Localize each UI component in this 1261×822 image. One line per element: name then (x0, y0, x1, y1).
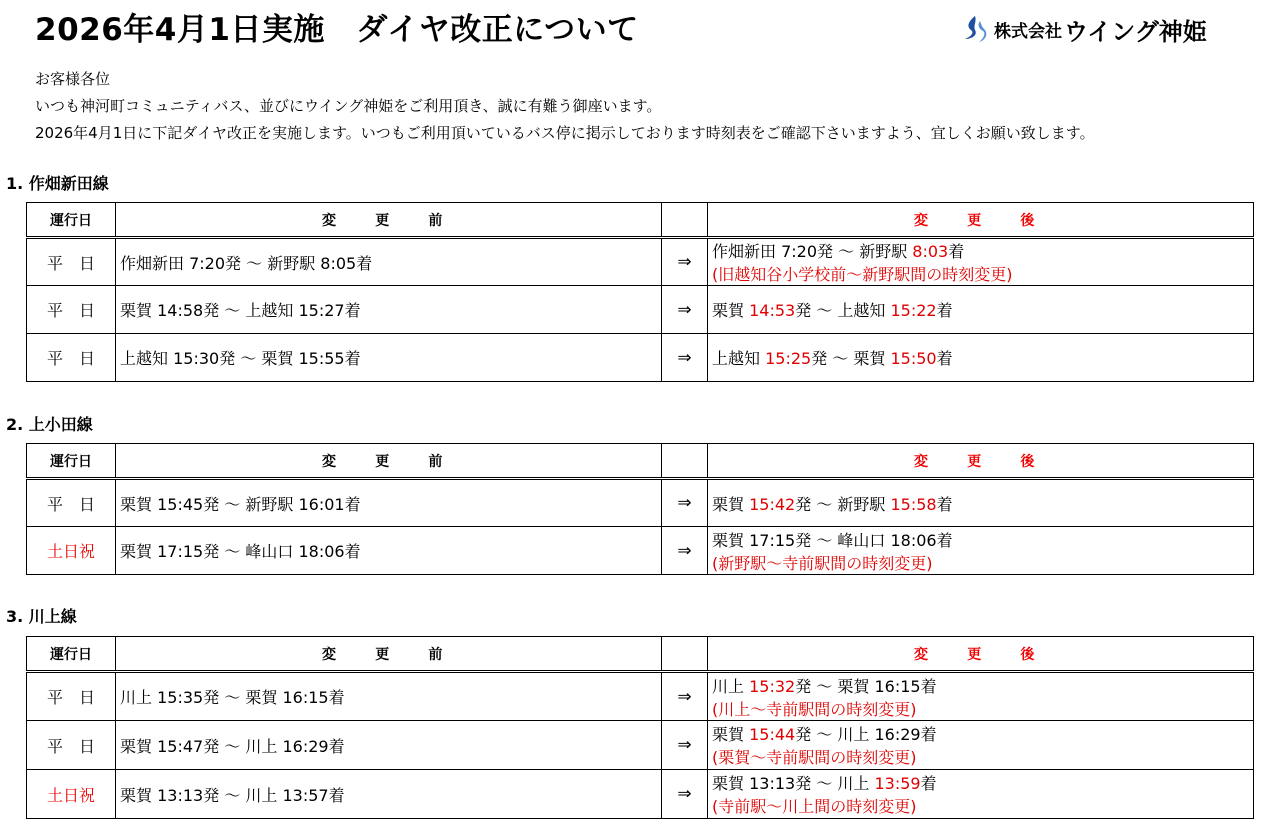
header-after: 変 更 後 (708, 637, 1254, 672)
timetable-section-2 (26, 443, 1254, 575)
row-after (708, 672, 1254, 721)
row-before: 栗賀 14:58発 ～ 上越知 15:27着 (116, 286, 662, 334)
header-day: 運行日 (27, 203, 116, 238)
row-day: 平 日 (27, 721, 116, 770)
row-day: 平 日 (27, 238, 116, 286)
header-before: 変 更 前 (116, 203, 662, 238)
time-text: 栗賀 13:13発 ～ 川上 (712, 774, 875, 793)
intro-line: いつも神河町コミュニティバス、並びにウイング神姫をご利用頂き、誠に有難う御座います。 (35, 97, 662, 115)
row-day: 平 日 (27, 479, 116, 527)
time-text: 着 (936, 301, 953, 320)
header-day: 運行日 (27, 637, 116, 672)
time-text: 発 ～ 川上 16:29着 (795, 725, 937, 744)
row-after (708, 721, 1254, 770)
header-arrow-blank (662, 203, 708, 238)
after-time-text (712, 492, 1253, 515)
arrow-icon: ⇒ (662, 672, 708, 721)
time-text: 発 ～ 栗賀 16:15着 (795, 676, 937, 696)
section-title: 3. 川上線 (6, 607, 77, 626)
row-before: 川上 15:35発 ～ 栗賀 16:15着 (116, 672, 662, 721)
header-arrow-blank (662, 444, 708, 479)
section-title: 2. 上小田線 (6, 415, 93, 434)
intro-line: 2026年4月1日に下記ダイヤ改正を実施します。いつもご利用頂いているバス停に掲示しております時刻表をご確認下さいますよう、宜しくお願い致します。 (35, 124, 1095, 142)
row-day: 土日祝 (27, 527, 116, 575)
changed-time: 15:25 (765, 349, 812, 368)
timetable-section-1 (26, 202, 1254, 382)
arrow-icon: ⇒ (662, 721, 708, 770)
row-after (708, 770, 1254, 819)
row-after (708, 479, 1254, 527)
changed-time: 15:22 (890, 301, 937, 320)
row-after (708, 238, 1254, 286)
time-text: 発 ～ 栗賀 (811, 349, 891, 368)
intro-text (35, 66, 1095, 147)
time-text: 上越知 (712, 349, 766, 368)
time-text: 発 ～ 上越知 (795, 301, 891, 320)
after-time-text (712, 722, 1253, 745)
row-before: 栗賀 17:15発 ～ 峰山口 18:06着 (116, 527, 662, 575)
arrow-icon: ⇒ (662, 479, 708, 527)
changed-time: 15:32 (749, 676, 796, 696)
changed-time: 8:03 (912, 242, 949, 261)
changed-time: 15:50 (890, 349, 937, 368)
arrow-icon: ⇒ (662, 770, 708, 819)
change-note: (栗賀～寺前駅間の時刻変更) (712, 748, 917, 767)
change-note: (川上～寺前駅間の時刻変更) (712, 699, 917, 719)
table-row (27, 334, 1254, 382)
time-text: 着 (920, 774, 937, 793)
row-day: 土日祝 (27, 770, 116, 819)
row-before: 栗賀 15:47発 ～ 川上 16:29着 (116, 721, 662, 770)
page-title: 2026年4月1日実施 ダイヤ改正について (35, 12, 639, 48)
row-day: 平 日 (27, 286, 116, 334)
row-before: 上越知 15:30発 ～ 栗賀 15:55着 (116, 334, 662, 382)
time-text: 栗賀 (712, 494, 750, 514)
time-text: 栗賀 (712, 725, 750, 744)
arrow-icon: ⇒ (662, 286, 708, 334)
intro-line: お客様各位 (35, 70, 111, 88)
changed-time: 14:53 (749, 301, 796, 320)
table-row (27, 721, 1254, 770)
after-time-text (712, 771, 1253, 794)
changed-time: 13:59 (874, 774, 921, 793)
table-row (27, 770, 1254, 819)
arrow-icon: ⇒ (662, 527, 708, 575)
row-before: 栗賀 15:45発 ～ 新野駅 16:01着 (116, 479, 662, 527)
row-after (708, 527, 1254, 575)
table-row (27, 672, 1254, 721)
time-text: 着 (948, 242, 965, 261)
header-arrow-blank (662, 637, 708, 672)
timetable-section-3 (26, 636, 1254, 819)
arrow-icon: ⇒ (662, 238, 708, 286)
time-text: 作畑新田 7:20発 ～ 新野駅 (712, 242, 913, 261)
row-before: 作畑新田 7:20発 ～ 新野駅 8:05着 (116, 238, 662, 286)
table-row (27, 238, 1254, 286)
company-name: ウイング神姫 (1064, 18, 1207, 46)
row-after (708, 286, 1254, 334)
time-text: 発 ～ 新野駅 (795, 494, 891, 514)
table-header-row (27, 637, 1254, 672)
header-after: 変 更 後 (708, 444, 1254, 479)
header-after: 変 更 後 (708, 203, 1254, 238)
changed-time: 15:42 (749, 494, 796, 514)
changed-time: 15:58 (890, 494, 937, 514)
after-time-text (712, 346, 1253, 369)
company-logo-icon (962, 15, 988, 45)
change-note: (新野駅～寺前駅間の時刻変更) (712, 553, 933, 573)
row-after (708, 334, 1254, 382)
table-header-row (27, 444, 1254, 479)
company-logo (962, 12, 1207, 47)
time-text: 栗賀 (712, 301, 750, 320)
time-text: 着 (936, 494, 953, 514)
header-day: 運行日 (27, 444, 116, 479)
table-row (27, 479, 1254, 527)
after-time-text (712, 528, 1253, 551)
table-row (27, 527, 1254, 575)
after-time-text (712, 239, 1253, 262)
time-text: 栗賀 17:15発 ～ 峰山口 18:06着 (712, 530, 953, 550)
header-before: 変 更 前 (116, 637, 662, 672)
time-text: 川上 (712, 676, 750, 696)
table-header-row (27, 203, 1254, 238)
arrow-icon: ⇒ (662, 334, 708, 382)
table-row (27, 286, 1254, 334)
row-before: 栗賀 13:13発 ～ 川上 13:57着 (116, 770, 662, 819)
time-text: 着 (936, 349, 953, 368)
section-title: 1. 作畑新田線 (6, 174, 109, 193)
after-time-text (712, 298, 1253, 321)
company-prefix: 株式会社 (994, 22, 1062, 42)
row-day: 平 日 (27, 672, 116, 721)
header-before: 変 更 前 (116, 444, 662, 479)
change-note: (旧越知谷小学校前～新野駅間の時刻変更) (712, 265, 1013, 284)
row-day: 平 日 (27, 334, 116, 382)
changed-time: 15:44 (749, 725, 796, 744)
after-time-text (712, 674, 1253, 697)
change-note: (寺前駅～川上間の時刻変更) (712, 797, 917, 816)
